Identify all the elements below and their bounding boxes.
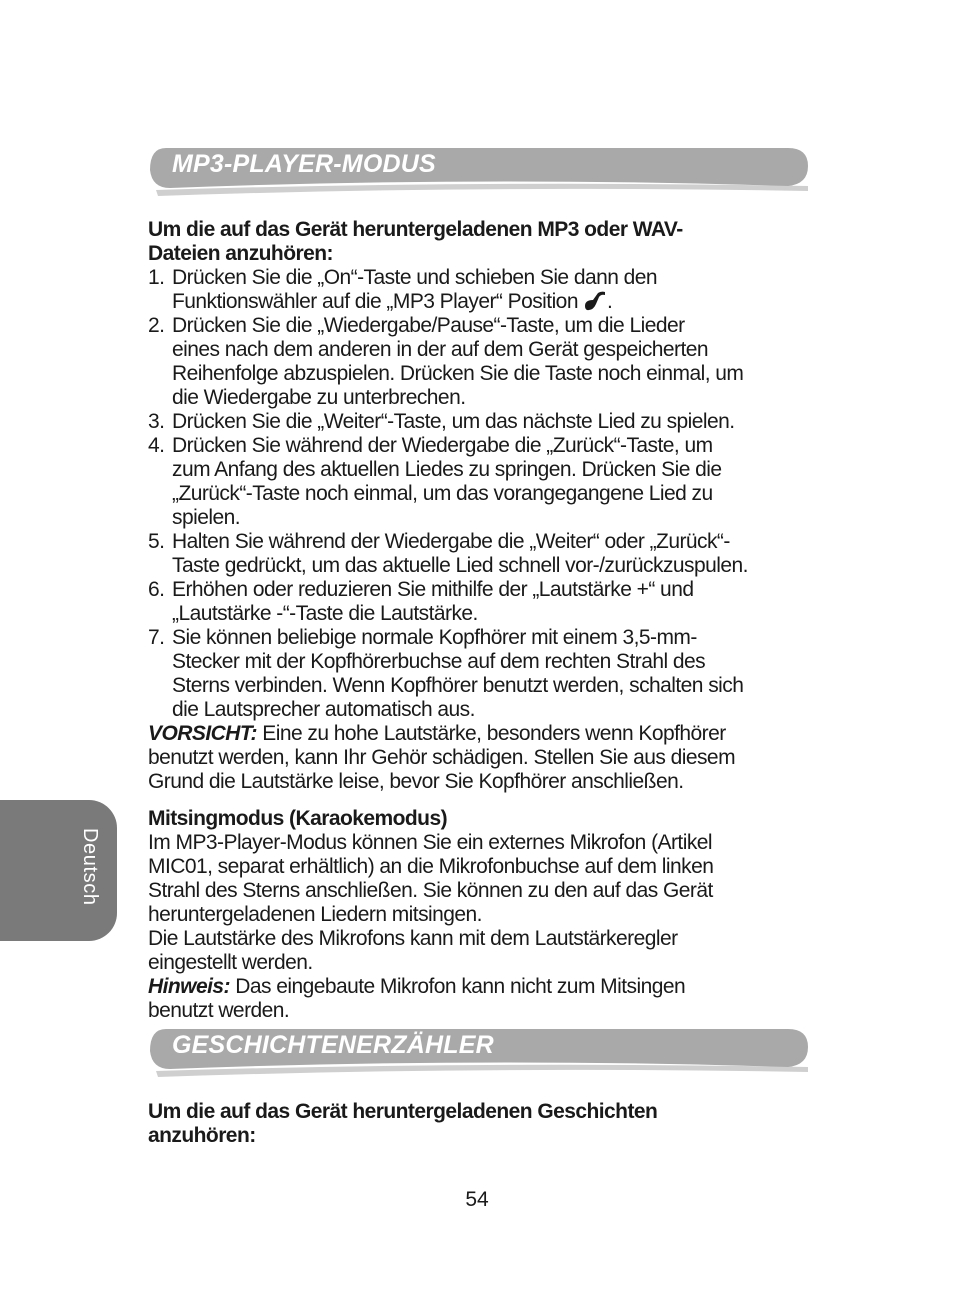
section-title-storyteller: GESCHICHTENERZÄHLER [172,1031,494,1059]
karaoke-heading: Mitsingmodus (Karaokemodus) [148,807,448,830]
caution-line: benutzt werden, kann Ihr Gehör schädigen. Stellen Sie aus diesem [148,746,736,769]
step-line: eines nach dem anderen in der auf dem Gerät gespeicherten [172,338,709,361]
step-number: 3. [148,410,165,433]
step-line: Reihenfolge abzuspielen. Drücken Sie die Taste noch einmal, um [172,362,744,385]
step-number: 6. [148,578,165,601]
step-line: Taste gedrückt, um das aktuelle Lied schnell vor-/zurückzuspulen. [172,554,748,577]
page-number: 54 [465,1188,489,1211]
karaoke-line: Im MP3-Player-Modus können Sie ein externes Mikrofon (Artikel [148,831,713,854]
step-7 [148,626,808,722]
karaoke-line: heruntergeladenen Liedern mitsingen. [148,903,482,926]
note-label: Hinweis: [148,975,230,998]
step-number: 7. [148,626,165,649]
karaoke-section [148,807,808,1023]
caution-line: Grund die Lautstärke leise, bevor Sie Kopfhörer anschließen. [148,770,684,793]
caution-label: VORSICHT: [148,722,257,745]
karaoke-line: eingestellt werden. [148,951,313,974]
storyteller-intro-line-2: anzuhören: [148,1124,256,1147]
step-line: Erhöhen oder reduzieren Sie mithilfe der „Lautstärke +“ und [172,578,694,601]
step-line: die Lautsprecher automatisch aus. [172,698,475,721]
note-text: Das eingebaute Mikrofon kann nicht zum Mitsingen [229,975,686,998]
step-1 [148,266,808,314]
mp3-section-body [148,218,808,794]
karaoke-line: MIC01, separat erhältlich) an die Mikrofonbuchse auf dem linken [148,855,714,878]
step-number: 4. [148,434,165,457]
step-2 [148,314,808,410]
step-number: 1. [148,266,165,289]
step-line: Drücken Sie die „Wiedergabe/Pause“-Taste, um die Lieder [172,314,685,337]
section-title-mp3-player: MP3-PLAYER-MODUS [172,150,436,178]
step-line-with-icon [172,290,808,314]
karaoke-line: Strahl des Sterns anschließen. Sie können zu den auf das Gerät [148,879,713,902]
storyteller-section-body [148,1100,808,1148]
step-line: die Wiedergabe zu unterbrechen. [172,386,466,409]
section-banner-mp3-player [148,146,810,196]
step-line: Halten Sie während der Wiedergabe die „Weiter“ oder „Zurück“- [172,530,730,553]
step-line: „Zurück“-Taste noch einmal, um das vorangegangene Lied zu [172,482,713,505]
step-line: Funktionswähler auf die „MP3 Player“ Position [172,290,578,313]
karaoke-line: Die Lautstärke des Mikrofons kann mit dem Lautstärkeregler [148,927,678,950]
step-line: Drücken Sie die „On“-Taste und schieben Sie dann den [172,266,658,289]
step-6 [148,578,808,626]
step-line: Drücken Sie die „Weiter“-Taste, um das nächste Lied zu spielen. [172,410,735,433]
caution-text: Eine zu hohe Lautstärke, besonders wenn Kopfhörer [257,722,726,745]
section-banner-storyteller [148,1027,810,1077]
storyteller-intro-line-1: Um die auf das Gerät heruntergeladenen Geschichten [148,1100,658,1123]
step-line: „Lautstärke -“-Taste die Lautstärke. [172,602,478,625]
step-number: 2. [148,314,165,337]
step-5 [148,530,808,578]
note-line: benutzt werden. [148,999,290,1022]
step-line: Sie können beliebige normale Kopfhörer mit einem 3,5-mm- [172,626,697,649]
step-line: spielen. [172,506,240,529]
step-4 [148,434,808,530]
music-note-icon [581,291,607,311]
mp3-intro-line-2: Dateien anzuhören: [148,242,333,265]
caution-paragraph [148,722,808,746]
step-3 [148,410,808,434]
step-line: Stecker mit der Kopfhörerbuchse auf dem rechten Strahl des [172,650,706,673]
step-line-suffix: . [606,290,613,313]
step-line: zum Anfang des aktuellen Liedes zu springen. Drücken Sie die [172,458,722,481]
mp3-intro-line-1: Um die auf das Gerät heruntergeladenen MP3 oder WAV- [148,218,683,241]
note-paragraph [148,975,808,999]
language-side-tab-label: Deutsch [79,828,101,906]
step-number: 5. [148,530,165,553]
step-line: Sterns verbinden. Wenn Kopfhörer benutzt werden, schalten sich [172,674,744,697]
step-line: Drücken Sie während der Wiedergabe die „Zurück“-Taste, um [172,434,713,457]
